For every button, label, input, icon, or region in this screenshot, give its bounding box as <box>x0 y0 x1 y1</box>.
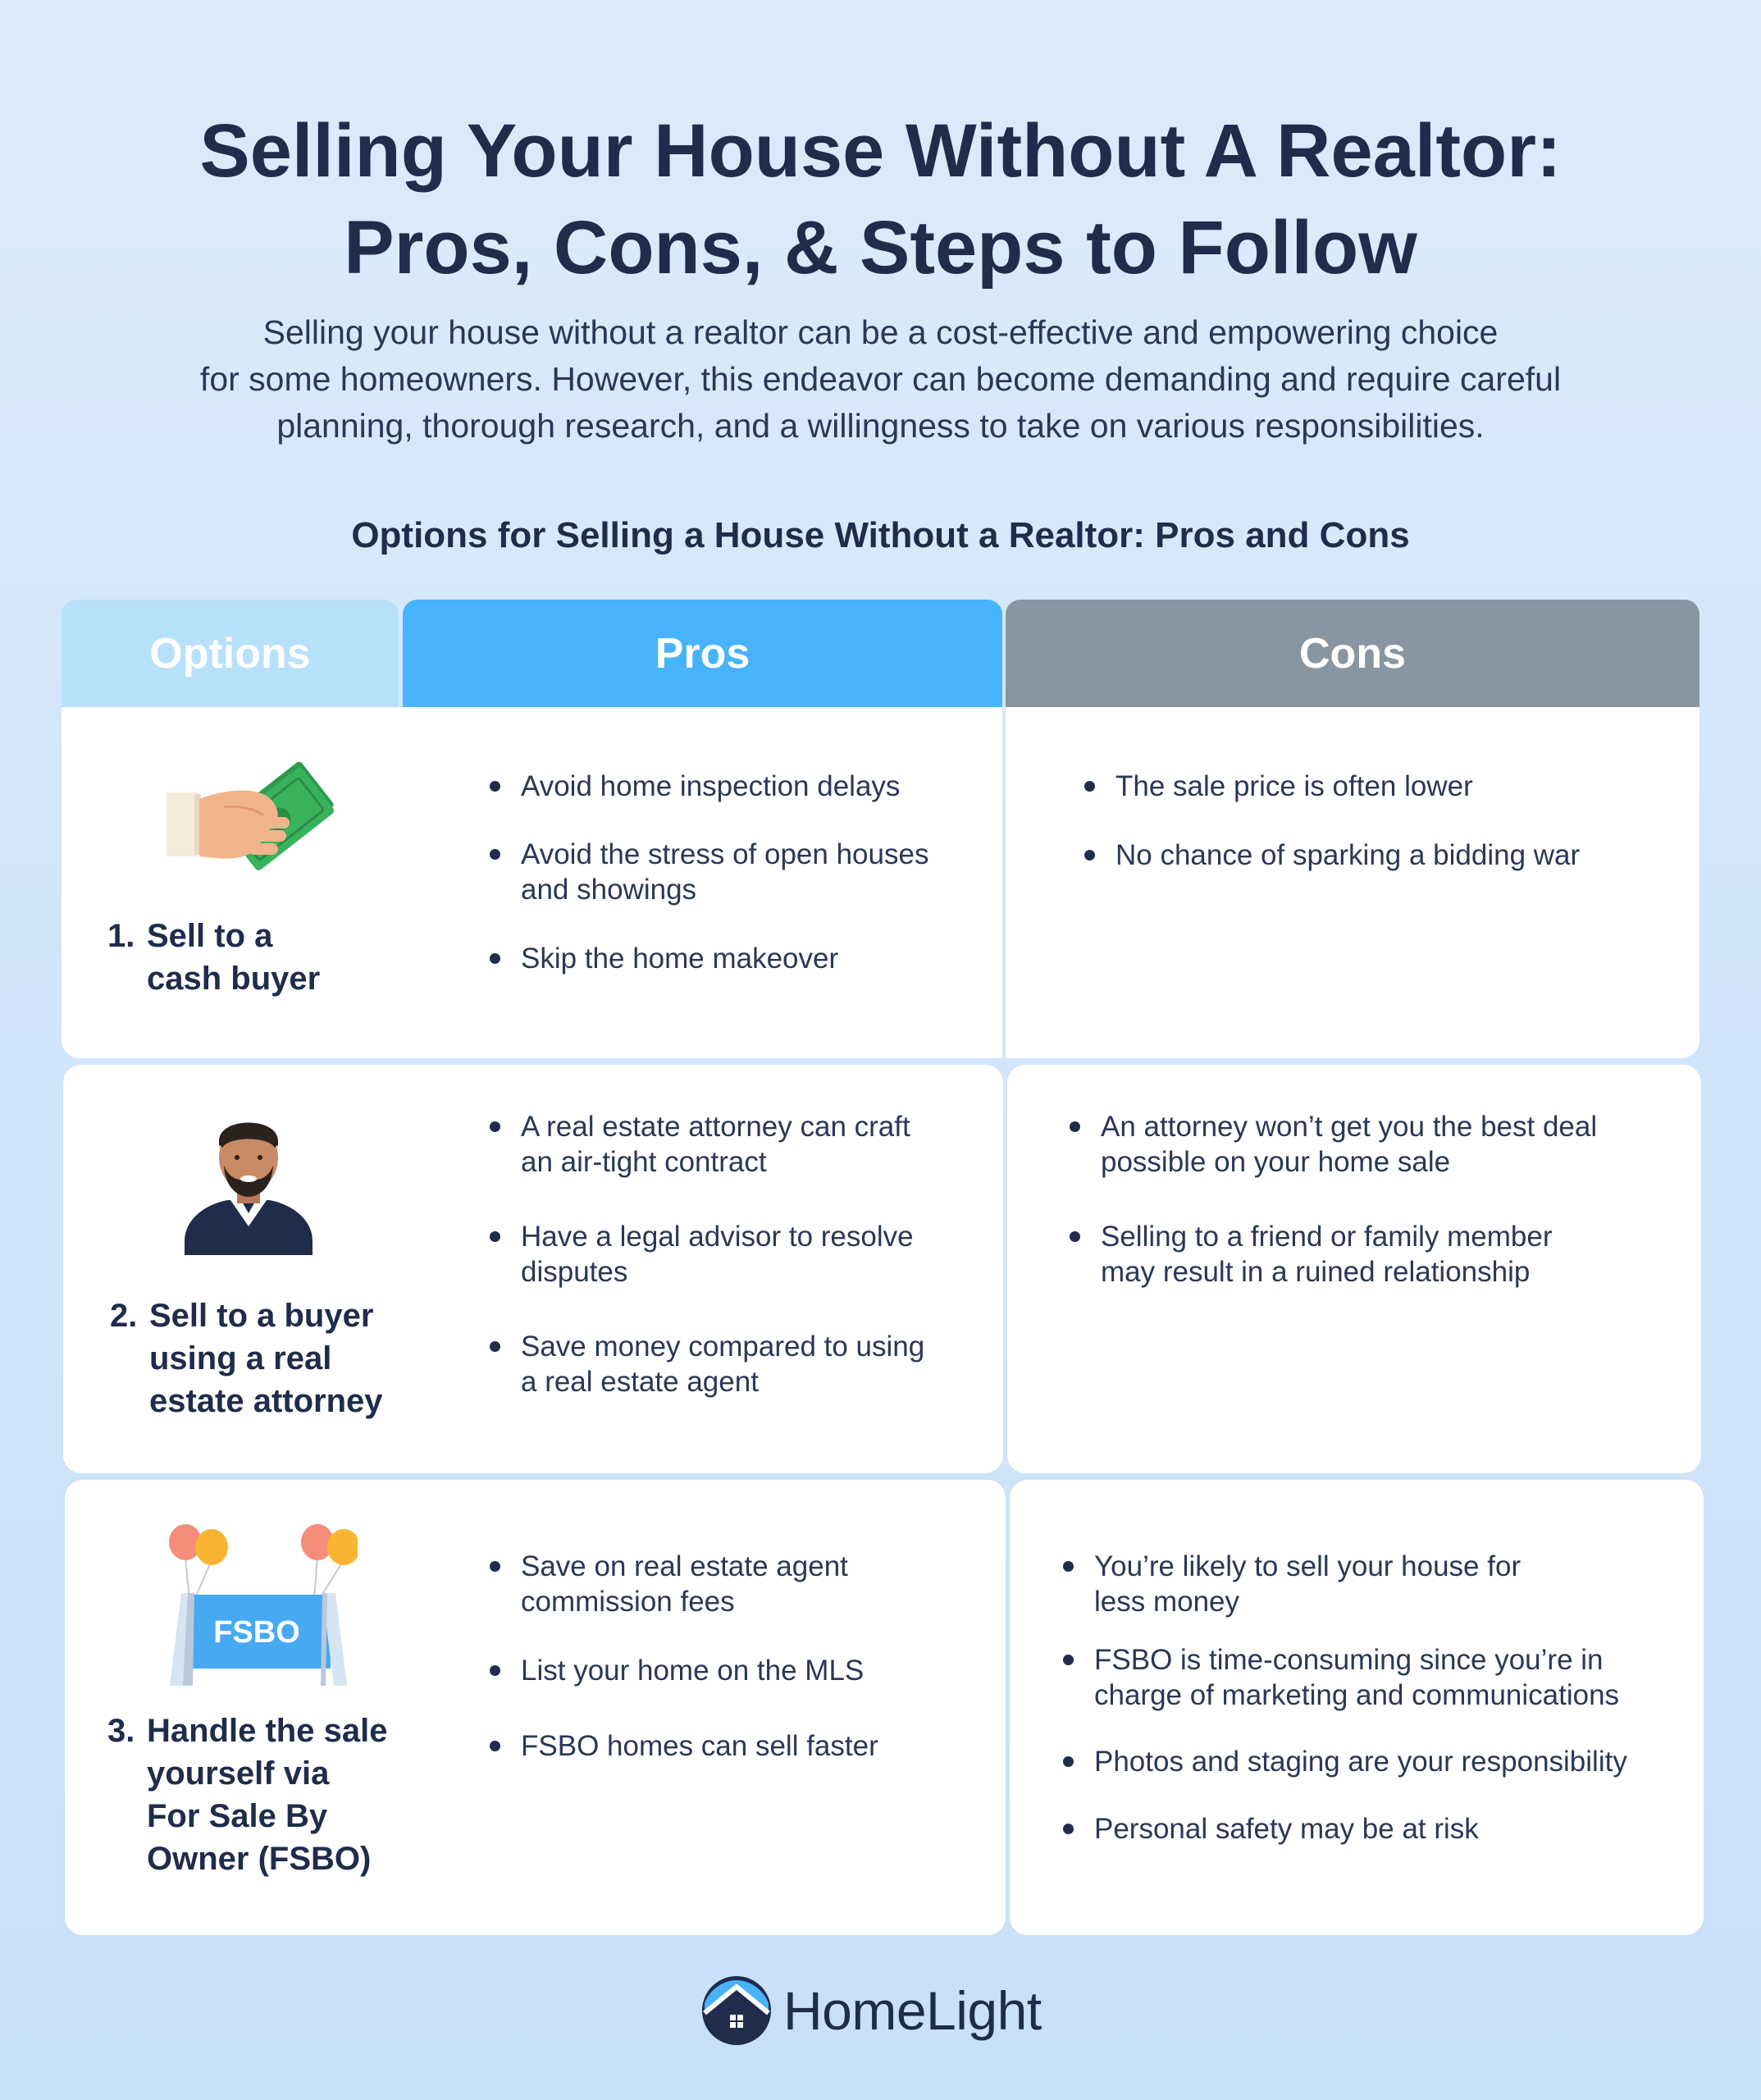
pro-item <box>488 1653 980 1688</box>
pro-item-line: A real estate attorney can craft <box>521 1111 910 1143</box>
option-3-label-line: For Sale By <box>147 1798 328 1834</box>
row-2-cons-list <box>1068 1109 1691 1290</box>
pro-item-line: disputes <box>521 1256 628 1288</box>
con-item-line: charge of marketing and communications <box>1094 1679 1620 1711</box>
con-item <box>1061 1811 1697 1847</box>
fsbo-sign-text: FSBO <box>213 1615 300 1650</box>
title-line-2: Pros, Cons, & Steps to Follow <box>344 206 1417 290</box>
pro-item-line: and showings <box>521 874 697 906</box>
option-3-label-line: Owner (FSBO) <box>147 1841 372 1877</box>
row-1-cons-list <box>1083 769 1690 873</box>
page-title <box>0 103 1761 296</box>
con-item <box>1061 1642 1697 1713</box>
pro-item-line: List your home on the MLS <box>521 1655 865 1687</box>
option-1-label-line: Sell to a <box>147 918 273 954</box>
pro-item <box>488 1109 980 1180</box>
column-header-pros: Pros <box>403 600 1002 707</box>
row-2-pros-list <box>488 1109 980 1399</box>
intro-line-2: for some homeowners. However, this endeavor can become demanding and require careful <box>199 360 1562 398</box>
pro-item-line: Save on real estate agent <box>521 1550 848 1582</box>
pro-item <box>488 1728 980 1764</box>
option-2-number: 2. <box>110 1298 138 1334</box>
con-item-line: The sale price is often lower <box>1115 770 1473 802</box>
row-2-options-pros-cell <box>63 1065 1003 1473</box>
row-3-cons-cell <box>1010 1480 1704 1935</box>
row-2-cons-cell <box>1007 1065 1701 1473</box>
con-item-line: Personal safety may be at risk <box>1094 1813 1479 1845</box>
pro-item-line: Avoid the stress of open houses <box>521 838 929 870</box>
con-item-line: Selling to a friend or family member <box>1101 1221 1553 1253</box>
con-item-line: FSBO is time-consuming since you’re in <box>1094 1644 1604 1676</box>
con-item-line: No chance of sparking a bidding war <box>1115 839 1581 871</box>
option-1-label <box>107 915 320 1000</box>
column-header-cons: Cons <box>1006 600 1699 707</box>
con-item-line: may result in a ruined relationship <box>1101 1256 1531 1288</box>
con-item <box>1068 1109 1691 1180</box>
con-item <box>1061 1549 1697 1619</box>
con-item <box>1083 838 1690 873</box>
homelight-logo-icon <box>701 1975 772 2046</box>
pro-item <box>488 1329 980 1399</box>
option-3-label-line: yourself via <box>147 1755 330 1792</box>
pro-item-line: a real estate agent <box>521 1366 759 1398</box>
con-item-line: possible on your home sale <box>1101 1146 1451 1178</box>
row-1-cons-cell <box>1006 707 1699 1058</box>
option-3-label-line: Handle the sale <box>147 1713 388 1749</box>
con-item-line: You’re likely to sell your house for <box>1094 1550 1521 1582</box>
option-1-label-line: cash buyer <box>147 961 321 997</box>
con-item <box>1083 769 1690 804</box>
option-2-label-line: estate attorney <box>149 1383 383 1419</box>
row-1-options-pros-cell <box>62 707 1002 1058</box>
pro-item-line: FSBO homes can sell faster <box>521 1730 878 1762</box>
pro-item-line: Save money compared to using <box>521 1331 925 1363</box>
fsbo-sign-icon <box>157 1518 358 1686</box>
row-1-pros-list <box>488 769 980 976</box>
option-2-label-line: Sell to a buyer <box>149 1298 374 1334</box>
pro-item-line: Skip the home makeover <box>521 943 839 975</box>
con-item-line: less money <box>1094 1586 1240 1618</box>
option-2-label <box>110 1294 383 1422</box>
row-3-cons-list <box>1061 1549 1697 1847</box>
pro-item-line: an air-tight contract <box>521 1146 767 1178</box>
column-header-options: Options <box>62 600 399 707</box>
intro-line-1: Selling your house without a realtor can be a cost-effective and empowering choice <box>262 313 1499 351</box>
pro-item-line: commission fees <box>521 1586 735 1618</box>
homelight-logo <box>701 1975 1042 2046</box>
intro-line-3: planning, thorough research, and a willingness to take on various responsibilities. <box>276 407 1485 445</box>
option-3-number: 3. <box>107 1713 135 1749</box>
title-line-1: Selling Your House Without A Realtor: <box>199 109 1562 193</box>
intro-paragraph <box>98 309 1663 450</box>
table-heading: Options for Selling a House Without a Realtor: Pros and Cons <box>351 515 1410 555</box>
con-item <box>1061 1744 1697 1779</box>
row-3-pros-list <box>488 1549 980 1764</box>
row-3-options-pros-cell <box>65 1480 1006 1935</box>
pro-item <box>488 1219 980 1290</box>
option-3-label <box>107 1710 387 1880</box>
pro-item <box>488 1549 980 1619</box>
pro-item <box>488 837 980 907</box>
cash-hand-icon <box>167 758 347 881</box>
option-1-number: 1. <box>107 918 135 954</box>
pro-item-line: Have a legal advisor to resolve <box>521 1221 914 1253</box>
con-item-line: Photos and staging are your responsibility <box>1094 1746 1627 1778</box>
option-2-label-line: using a real <box>149 1340 332 1376</box>
con-item-line: An attorney won’t get you the best deal <box>1101 1111 1598 1143</box>
brand-name: HomeLight <box>783 1980 1042 2041</box>
con-item <box>1068 1219 1691 1290</box>
pro-item <box>488 769 980 804</box>
pro-item-line: Avoid home inspection delays <box>521 770 901 802</box>
pro-item <box>488 941 980 976</box>
attorney-avatar-icon <box>183 1112 314 1255</box>
